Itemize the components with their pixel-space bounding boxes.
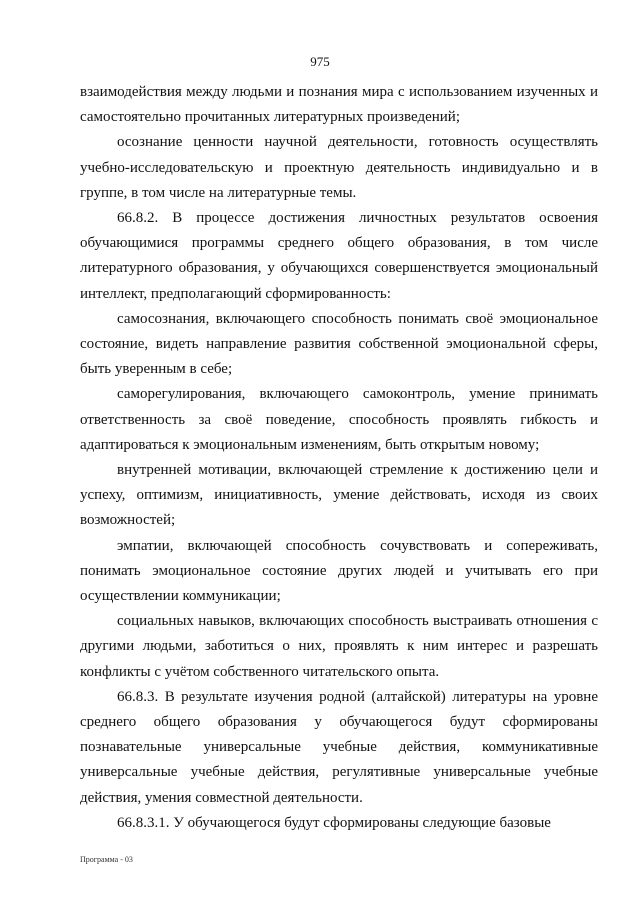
- paragraph-66-8-3: 66.8.3. В результате изучения родной (алтайской) литературы на уровне среднего общего образования у обучающегося будут сформированы познавательные универсальные учебные действия, коммуникативные универсальные учебные действия, регулятивные универсальные учебные действия, умения совместной деятельности.: [80, 688, 598, 806]
- page-footer: Программа - 03: [80, 855, 133, 864]
- paragraph-social-skills: социальных навыков, включающих способность выстраивать отношения с другими людьми, заботиться о них, проявлять к ним интерес и разрешать конфликты с учётом собственного читательского опыта.: [80, 613, 598, 680]
- paragraph-self-regulation: саморегулирования, включающего самоконтроль, умение принимать ответственность за своё поведение, способность проявлять гибкость и адаптироваться к эмоциональным изменениям, быть открытым новому;: [80, 386, 598, 453]
- paragraph-empathy: эмпатии, включающей способность сочувствовать и сопереживать, понимать эмоциональное состояние других людей и учитывать его при осуществлении коммуникации;: [80, 537, 598, 605]
- paragraph-continuation: взаимодействия между людьми и познания мира с использованием изученных и самостоятельно прочитанных литературных произведений;: [80, 84, 598, 126]
- document-body: [80, 80, 598, 836]
- paragraph-research-value: осознание ценности научной деятельности, готовность осуществлять учебно-исследовательскую и проектную деятельность индивидуально и в группе, в том числе на литературные темы.: [80, 134, 598, 201]
- paragraph-motivation: внутренней мотивации, включающей стремление к достижению цели и успеху, оптимизм, инициативность, умение действовать, исходя из своих возможностей;: [80, 462, 598, 529]
- paragraph-66-8-2: 66.8.2. В процессе достижения личностных результатов освоения обучающимися программы среднего общего образования, в том числе литературного образования, у обучающихся совершенствуется эмоциональный интеллект, предполагающий сформированность:: [80, 210, 598, 302]
- paragraph-66-8-3-1: 66.8.3.1. У обучающегося будут сформированы следующие базовые: [117, 814, 551, 831]
- paragraph-self-awareness: самосознания, включающего способность понимать своё эмоциональное состояние, видеть направление развития собственной эмоциональной сферы, быть уверенным в себе;: [80, 310, 598, 378]
- page-number: 975: [310, 54, 330, 69]
